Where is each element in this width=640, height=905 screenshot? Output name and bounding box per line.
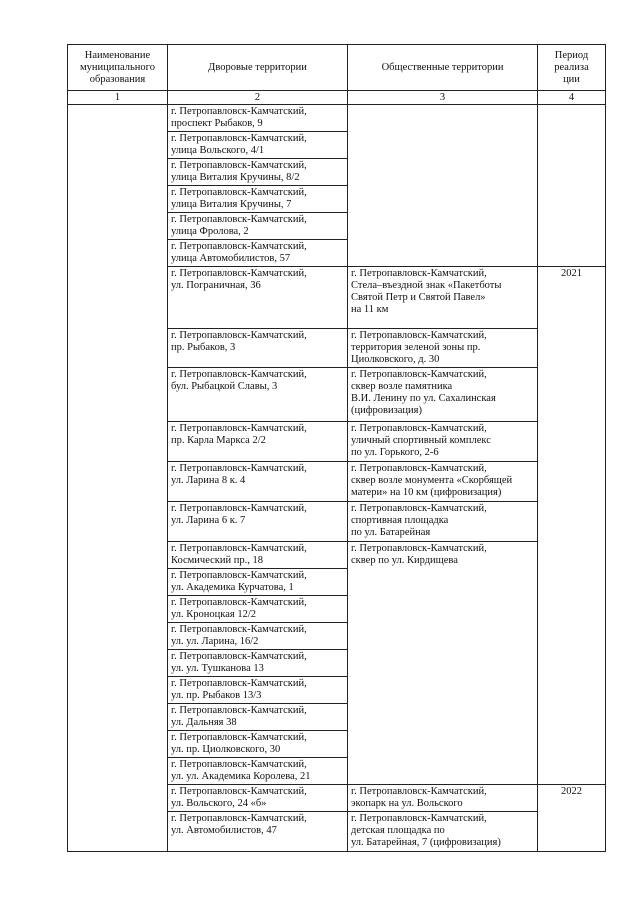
public-territory-line: г. Петропавловск-Камчатский, xyxy=(351,330,487,341)
public-territory-line: территория зеленой зоны пр. xyxy=(351,342,481,353)
public-territory-shared-cell xyxy=(348,542,538,785)
public-territory-cell xyxy=(348,785,538,812)
yard-address-line: ул. Кроноцкая 12/2 xyxy=(171,609,256,620)
yard-address-line: г. Петропавловск-Камчатский, xyxy=(171,187,307,198)
yard-address-line: г. Петропавловск-Камчатский, xyxy=(171,369,307,380)
public-territory-line: экопарк на ул. Вольского xyxy=(351,798,463,809)
public-territory-empty-cell xyxy=(348,105,538,267)
public-territory-line: г. Петропавловск-Камчатский, xyxy=(351,813,487,824)
yard-address-line: г. Петропавловск-Камчатский, xyxy=(171,160,307,171)
column-number: 2 xyxy=(168,91,348,105)
yard-address-line: улица Виталия Кручины, 8/2 xyxy=(171,172,300,183)
yard-address-line: г. Петропавловск-Камчатский, xyxy=(171,813,307,824)
yard-territory-cell xyxy=(168,267,348,329)
yard-territory-cell xyxy=(168,368,348,422)
public-territory-cell xyxy=(348,267,538,329)
yard-address-line: г. Петропавловск-Камчатский, xyxy=(171,214,307,225)
period-empty-cell xyxy=(538,105,606,267)
public-territory-line: г. Петропавловск-Камчатский, xyxy=(351,268,487,279)
yard-address-line: г. Петропавловск-Камчатский, xyxy=(171,786,307,797)
header-public-territories: Общественные территории xyxy=(348,45,538,91)
yard-territory-cell xyxy=(168,704,348,731)
period-cell-2022: 2022 xyxy=(538,785,606,852)
improvement-territories-table xyxy=(67,44,606,852)
yard-address-line: г. Петропавловск-Камчатский, xyxy=(171,624,307,635)
public-territory-line: Циолковского, д. 30 xyxy=(351,354,440,365)
column-number-row xyxy=(68,91,606,105)
yard-address-line: ул. ул. Ларина, 16/2 xyxy=(171,636,259,647)
yard-address-line: ул. Ларина 6 к. 7 xyxy=(171,515,246,526)
yard-territory-cell xyxy=(168,758,348,785)
public-territory-line: на 11 км xyxy=(351,304,389,315)
column-number: 1 xyxy=(68,91,168,105)
public-territory-line: сквер возле памятника xyxy=(351,381,453,392)
yard-address-line: ул. ул. Академика Королева, 21 xyxy=(171,771,311,782)
yard-address-line: ул. пр. Циолковского, 30 xyxy=(171,744,281,755)
yard-address-line: ул. Автомобилистов, 47 xyxy=(171,825,277,836)
header-period-line: ции xyxy=(563,73,580,85)
yard-territory-cell xyxy=(168,650,348,677)
yard-territory-cell xyxy=(168,542,348,569)
yard-address-line: улица Вольского, 4/1 xyxy=(171,145,265,156)
public-territory-line: В.И. Ленину по ул. Сахалинская xyxy=(351,393,496,404)
yard-address-line: г. Петропавловск-Камчатский, xyxy=(171,241,307,252)
yard-address-line: бул. Рыбацкой Славы, 3 xyxy=(171,381,278,392)
public-territory-line: детская площадка по xyxy=(351,825,445,836)
public-territory-cell xyxy=(348,462,538,502)
yard-address-line: ул. ул. Тушканова 13 xyxy=(171,663,264,674)
public-territory-cell xyxy=(348,502,538,542)
yard-address-line: г. Петропавловск-Камчатский, xyxy=(171,543,307,554)
public-territory-line: г. Петропавловск-Камчатский, xyxy=(351,369,487,380)
period-cell-2021: 2021 xyxy=(538,267,606,785)
yard-address-line: ул. Пограничная, 36 xyxy=(171,280,261,291)
yard-territory-cell xyxy=(168,812,348,852)
public-territory-line: спортивная площадка xyxy=(351,515,449,526)
table-row xyxy=(68,105,606,132)
yard-address-line: г. Петропавловск-Камчатский, xyxy=(171,570,307,581)
header-period-line: Период xyxy=(554,49,589,61)
municipality-cell xyxy=(68,105,168,852)
yard-address-line: ул. Академика Курчатова, 1 xyxy=(171,582,294,593)
yard-address-line: г. Петропавловск-Камчатский, xyxy=(171,732,307,743)
yard-territory-cell xyxy=(168,132,348,159)
yard-territory-cell xyxy=(168,422,348,462)
public-territory-line: г. Петропавловск-Камчатский, xyxy=(351,503,487,514)
yard-territory-cell xyxy=(168,462,348,502)
header-municipality-line: образования xyxy=(89,73,146,85)
yard-address-line: улица Виталия Кручины, 7 xyxy=(171,199,292,210)
yard-address-line: улица Автомобилистов, 57 xyxy=(171,253,291,264)
header-yard-territories: Дворовые территории xyxy=(168,45,348,91)
public-territory-line: г. Петропавловск-Камчатский, xyxy=(351,786,487,797)
yard-territory-cell xyxy=(168,159,348,186)
public-territory-cell xyxy=(348,368,538,422)
yard-address-line: г. Петропавловск-Камчатский, xyxy=(171,651,307,662)
public-territory-line: Святой Петр и Святой Павел» xyxy=(351,292,486,303)
table-header-row xyxy=(68,45,606,91)
header-municipality xyxy=(68,45,168,91)
yard-territory-cell xyxy=(168,596,348,623)
yard-address-line: пр. Рыбаков, 3 xyxy=(171,342,236,353)
yard-territory-cell xyxy=(168,186,348,213)
column-number: 3 xyxy=(348,91,538,105)
yard-territory-cell xyxy=(168,213,348,240)
column-number: 4 xyxy=(538,91,606,105)
public-territory-line: уличный спортивный комплекс xyxy=(351,435,491,446)
yard-address-line: ул. Дальняя 38 xyxy=(171,717,237,728)
yard-address-line: Космический пр., 18 xyxy=(171,555,263,566)
public-territory-line: по ул. Батарейная xyxy=(351,527,431,538)
public-territory-cell xyxy=(348,422,538,462)
yard-address-line: ул. пр. Рыбаков 13/3 xyxy=(171,690,262,701)
yard-address-line: ул. Ларина 8 к. 4 xyxy=(171,475,246,486)
yard-territory-cell xyxy=(168,240,348,267)
yard-territory-cell xyxy=(168,329,348,368)
yard-territory-cell xyxy=(168,785,348,812)
header-period xyxy=(538,45,606,91)
public-territory-line: Стела–въездной знак «Пакетботы xyxy=(351,280,502,291)
public-territory-cell xyxy=(348,329,538,368)
table-body xyxy=(68,105,606,852)
yard-address-line: г. Петропавловск-Камчатский, xyxy=(171,678,307,689)
yard-territory-cell xyxy=(168,677,348,704)
header-municipality-line: муниципального xyxy=(80,61,155,73)
yard-territory-cell xyxy=(168,569,348,596)
yard-address-line: пр. Карла Маркса 2/2 xyxy=(171,435,266,446)
yard-address-line: г. Петропавловск-Камчатский, xyxy=(171,463,307,474)
yard-territory-cell xyxy=(168,623,348,650)
yard-address-line: улица Фролова, 2 xyxy=(171,226,249,237)
yard-address-line: г. Петропавловск-Камчатский, xyxy=(171,330,307,341)
public-territory-line: г. Петропавловск-Камчатский, xyxy=(351,463,487,474)
yard-territory-cell xyxy=(168,105,348,132)
public-territory-line: ул. Батарейная, 7 (цифровизация) xyxy=(351,837,501,848)
yard-address-line: г. Петропавловск-Камчатский, xyxy=(171,597,307,608)
yard-address-line: ул. Вольского, 24 «б» xyxy=(171,798,267,809)
yard-address-line: г. Петропавловск-Камчатский, xyxy=(171,423,307,434)
header-municipality-line: Наименование xyxy=(84,49,151,61)
public-territory-cell xyxy=(348,812,538,852)
yard-address-line: г. Петропавловск-Камчатский, xyxy=(171,106,307,117)
yard-address-line: проспект Рыбаков, 9 xyxy=(171,118,263,129)
yard-address-line: г. Петропавловск-Камчатский, xyxy=(171,268,307,279)
public-territory-line: по ул. Горького, 2-6 xyxy=(351,447,439,458)
public-territory-line: (цифровизация) xyxy=(351,405,422,416)
public-territory-line: сквер по ул. Кирдищева xyxy=(351,555,458,566)
public-territory-line: матери» на 10 км (цифровизация) xyxy=(351,487,502,498)
public-territory-line: г. Петропавловск-Камчатский, xyxy=(351,543,487,554)
yard-address-line: г. Петропавловск-Камчатский, xyxy=(171,759,307,770)
yard-territory-cell xyxy=(168,731,348,758)
yard-address-line: г. Петропавловск-Камчатский, xyxy=(171,705,307,716)
public-territory-line: сквер возле монумента «Скорбящей xyxy=(351,475,513,486)
public-territory-line: г. Петропавловск-Камчатский, xyxy=(351,423,487,434)
yard-address-line: г. Петропавловск-Камчатский, xyxy=(171,133,307,144)
yard-address-line: г. Петропавловск-Камчатский, xyxy=(171,503,307,514)
yard-territory-cell xyxy=(168,502,348,542)
header-period-line: реализа xyxy=(554,61,589,73)
